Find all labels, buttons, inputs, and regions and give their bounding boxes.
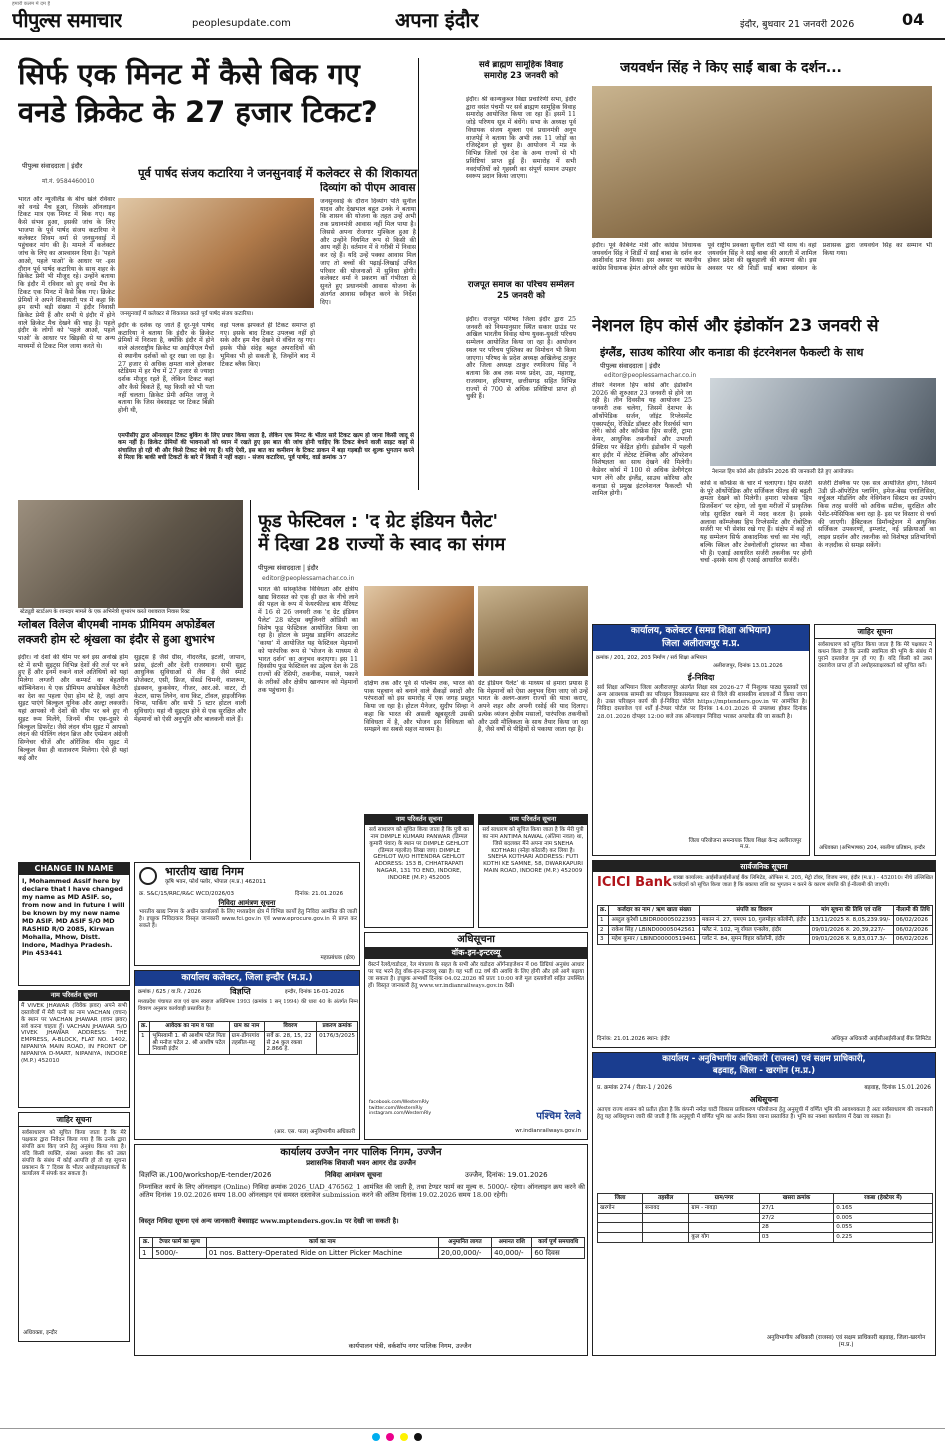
notice-text: मैं VIVEK JHAWAR (विवेक झवर) अपने सभी दस्तावेजों में मेरी पत्नी का नाम VACHAN (वचन) के स्थान पर VACHAN JHAWAR (वचन झवर) सर्व करना चाहता हूँ। VACHAN JHAWAR S/O VIVEK JHAWAR ADDRESS: THE EMPRESS, A-BLOCK, FLAT NO. 1402, NIPANIYA MAIN ROAD, IN FRONT OF NIPANIYA D-MART, NIPANIYA, INDORE (M.P.) 452010 xyxy=(21,1002,127,1064)
collector-ref: क्रमांक / 625 / वा.रि. / 2026 xyxy=(138,989,201,995)
table-cell: सनावद xyxy=(642,1203,688,1213)
tender-sign: कार्यपालन यंत्री, वर्कशॉप नगर पालिक निगम, उज्जैन xyxy=(348,1342,472,1351)
table-cell: महेश कुमार / LBIND00000519461 xyxy=(609,935,700,945)
page-header xyxy=(0,0,945,40)
story6-headline-line2: लक्जरी होम स्टे श्रृंखला का इंदौर से हुआ शुभारंभ xyxy=(18,632,215,646)
table-cell: 03 xyxy=(759,1233,834,1243)
story5-byline: पीपुल्स संवाददाता | इंदौर xyxy=(600,362,661,370)
table-cell: 0.225 xyxy=(834,1233,933,1243)
notice-subtitle: बड़वाह, जिला - खरगोन (म.प्र.) xyxy=(593,1065,935,1077)
column-header: तहसील xyxy=(642,1194,688,1204)
notice-sign: अनुविभागीय अधिकारी (राजस्व) एवं सक्षम प्राधिकारी बड़वाह, जिला-खरगोन (म.प्र.) xyxy=(766,1334,926,1348)
fci-text: भारतीय खाद्य निगम के अधीन कार्यालयों के लिए मध्यप्रदेश क्षेत्र में विभिन्न कार्यों हेतु निविदा आमंत्रित की जाती है। इच्छुक निविदाकार विस्तृत जानकारी www.fci.gov.in एवं www.eprocure.gov.in से प्राप्त कर सकते हैं। xyxy=(139,909,357,929)
land-acquisition-notice xyxy=(592,1052,936,1356)
table-cell: ग्राम-डोंगरगांव तहसील-महू xyxy=(229,1031,264,1054)
table-cell: 0.055 xyxy=(834,1223,933,1233)
table-cell: सर्वे क्र. 28, 15, 22 से 24 कुल रकबा 2.866 हे. xyxy=(264,1031,317,1054)
column-header: नीलामी की तिथि xyxy=(893,906,932,916)
name-change-notice-3 xyxy=(478,814,588,928)
table-cell: 0176/3/2025 xyxy=(317,1031,358,1054)
story6-headline-line1: ग्लोबल विलेज बीएमबी नामक प्रीमियम अफोर्डेबल xyxy=(18,618,215,631)
tender-head: निविदा आमंत्रण सूचना xyxy=(325,1171,382,1179)
story5-col2: कोर्स व कॉन्फ्रेंस के चार में चलाएगा। हिप सर्जरी के पूरे ऑर्थोपेडिक और सर्जिकल फील्ड की बढ़ती क्षमता देखने को मिलेगी। हमारा फोकस 'हिप प्रिजर्वेशन' पर रहेगा, जो युवा मरीजों में प्राकृतिक जोड़ सुरक्षित रखने में मदद करता है। इसके अलावा कॉम्प्लेक्स हिप रिप्लेसमेंट और रोबोटिक सर्जरी पर भी सेशंस रखे गए हैं। संक्षेप में कहें तो यह सम्मेलन सिर्फ अकादमिक चर्चा का मंच नहीं, बल्कि स्किल और टेक्नोलॉजी ट्रांसफर का मौका भी है। एआई आधारित सर्जरी तकनीक पर होगी चर्चा -इसके साथ ही एआई आधारित सर्जरी। xyxy=(700,480,812,565)
story1-pull-quote: एमपीसीए द्वारा ऑनलाइन टिकट बुकिंग के लिए प्रचार किया जाता है, लेकिन एक मिनट के भीतर सारे टिकट खत्म हो जाना किसी जादू से कम नहीं है। क्रिकेट प्रेमियों की भावनाओं को ध्यान में रखते हुए इस बात की जांच होनी चाहिए कि टिकट बेचने वाली साइट कहां से संचालित हो रही थी और किसे टिकट बेचे गए हैं। यदि ऐसी, इस बात का कमीशन के टिकट डाकन में बड़ा गड़बड़ी घर शुल्क भुगतान करने से मिला कि बाकी बची टिकटों के बारे में किसी ने नहीं कहा। - संजय कटारिया, पूर्व पार्षद, वार्ड क्रमांक 37 xyxy=(118,432,414,461)
public-notice-right xyxy=(814,624,936,856)
table-header-row xyxy=(598,1194,933,1204)
fci-address: कृषि भवन, फोर्थ फ्लोर, भोपाल (म.प्र.) 462011 xyxy=(165,879,267,885)
story1-mobile: मो.नं. 9584460010 xyxy=(42,178,95,185)
fci-notice xyxy=(134,862,360,966)
land-table xyxy=(597,1193,933,1243)
story1-kicker: पूर्व पार्षद संजय कटारिया ने जनसुनवाई में कलेक्टर से की शिकायत xyxy=(138,166,418,180)
table-header-row xyxy=(598,906,933,916)
story3-headline: राजपूत समाज का परिचय सम्मेलन 25 जनवरी को xyxy=(467,280,575,301)
table-cell: 06/02/2026 xyxy=(893,915,932,925)
story5-photo xyxy=(710,378,936,466)
story7-col1: भारत की सांस्कृतिक विविधता और क्षेत्रीय खाद्य विरासत को एक ही छत के नीचे लाने की पहल के रूप में फेयरफील्ड बाय मैरियट में 16 से 26 जनवरी तक 'द ग्रेट इंडियन पैलेट' 28 स्टेट्स क्यूलिनरी ओडिसी का विशेष फूड फेस्टिवल आयोजित किया जा रहा है। होटल के प्रमुख डाइनिंग आउटलेट 'काया' में आयोजित यह फेस्टिवल मेहमानों को पारंपरिक रूप से 'भोजन के माध्यम से भारत दर्शन' का अनुभव कराएगा। इस 11 दिवसीय फूड फेस्टिवल का उद्देश्य देश के 28 राज्यों की रेसिपी, तकनीक, मसाले, पकाने के तरीकों और क्षेत्रीय खानपान को मेहमानों तक पहुंचाना है। xyxy=(258,586,358,694)
table-cell: 09/01/2026 रु. 9,83,017.3/- xyxy=(809,935,893,945)
column-header: रकबा (हेक्टेयर में) xyxy=(834,1194,933,1204)
byline-name: पीपुल्स संवाददाता xyxy=(22,162,65,170)
notice-text: I, Mohammed Assif here by declare that I have changed my name as MD ASIF. so, from now and in future I will be known by my new name MD ASIF. MD ASIF S/O MD RASHID R/O 2085, Kirwan Mohalla, Mhow, Distt. Indore, Madhya Pradesh. Pin 453441 xyxy=(22,876,125,957)
notice-text: सर्व साधारण को सूचित किया जाता है कि मेरी पुत्री का नाम ANTIMA NAWAL (अंतिमा नवल) था, जिसे बदलकर मैंने अपना नाम SNEHA KOTHARI (स्नेहा कोठारी) कर लिया है। SNEHA KOTHARI ADDRESS: FUTI KOTHI KE SAMNE, 58, DWARKAPURI MAIN ROAD, INDORE (M.P.) 452009 xyxy=(482,826,584,875)
column-header: संपत्ति का विवरण xyxy=(700,906,810,916)
story2-headline: सर्व ब्राह्मण सामूहिक विवाह समारोह 23 जनवरी को xyxy=(478,60,563,81)
table-row xyxy=(598,935,933,945)
railway-notice xyxy=(364,932,588,1140)
registration-marks xyxy=(370,1433,424,1444)
table-cell: 1 xyxy=(598,915,609,925)
table-cell: 20,00,000/- xyxy=(438,1247,491,1259)
notice-title: नाम परिवर्तन सूचना xyxy=(365,815,473,825)
story1-byline: पीपुल्स संवाददाता | इंदौर xyxy=(22,162,83,170)
story6-photo xyxy=(18,500,243,608)
column-header: प्रकरण क्रमांक xyxy=(317,1022,358,1032)
website-link[interactable]: peoplesupdate.com xyxy=(192,18,291,29)
story5-photo-caption: नेशनल हिप कोर्स और इंडोकॉन 2026 की जानकारी देते हुए आयोजक। xyxy=(710,468,936,477)
story1-col2: इंदौर के दर्शक रह जाते हैं दूर-पूर्व पार्षद कटारिया ने बताया कि इंदौर के क्रिकेट प्रेमियों में निराशा है, क्योंकि इंदौर में होने वाले अंतरराष्ट्रीय क्रिकेट या आईपीएल मैचों से स्थानीय दर्शकों को दूर रखा जा रहा है। 27 हजार से अधिक क्षमता वाले होलकर स्टेडियम में हर मैच में 27 हजार से ज्यादा दर्शक मौजूद रहते हैं, लेकिन टिकट कहां और कैसे बिकते हैं, यह किसी को भी पता नहीं चलता। क्रिकेट प्रेमी अमित जाजू ने बताया कि जिस वेबसाइट पर टिकट बिक्री होनी थी, xyxy=(118,322,214,415)
story2-text: इंदौर। श्री कान्यकुब्ज विद्या प्रचारिणी सभा, इंदौर द्वारा वसंत पंचमी पर सर्व ब्राह्मण सामूहिक विवाह समारोह आयोजित किया जा रहा है। इसमें 11 जोड़े परिणय सूत्र में बंधेंगे। सभा के अध्यक्ष पूर्व विधायक संजय शुक्ला एवं प्रधानमंत्री अनूप वाजपेई ने बताया कि अभी तक 11 जोड़ों का रजिस्ट्रेशन हो चुका है। आयोजन में मप्र के विभिन्न जिलों एवं देश के अन्य राज्यों से भी प्रविष्टियां प्राप्त हुई हैं। समारोह में सभी नवदंपतियों को गृहस्थी का संपूर्ण सामान उपहार स्वरूप प्रदान किया जाएगा। xyxy=(466,96,576,181)
notice-title: जाहिर सूचना xyxy=(19,1113,129,1127)
table-header-row xyxy=(139,1022,358,1032)
notice-ref: प्र. क्रमांक 274 / रीडर-1 / 2026 xyxy=(597,1085,672,1091)
icici-table xyxy=(597,905,933,945)
icici-bank-notice xyxy=(592,860,936,1048)
column-divider xyxy=(250,500,251,860)
notice-date: बड़वाह, दिनांक 15.01.2026 xyxy=(864,1085,931,1091)
table-cell: 0.165 xyxy=(834,1203,933,1213)
railway-text: वेस्टर्न रेलवे/वडोदरा, रेल मंत्रालय के सहत के सभी और वडोदरा ऑर्गनाइजेशन में 06 डिग्रियां अनुबंध आधार पर पद भरने हेतु वॉक-इन-इन्टरव्यू रखा है। यह भर्ती 02 वर्ष की अवधि के लिए होगी और इसे आगे बढ़ाया जा सकता है। इच्छुक अभ्यर्थी दिनांक 04.02.2026 को प्रातः 10:00 बजे मूल दस्तावेजों सहित उपस्थित हों। विस्तृत जानकारी हेतु www.wr.indianrailways.gov.in देखें। xyxy=(368,961,584,989)
table-cell xyxy=(689,1213,759,1223)
story7-headline-line1: फूड फेस्टिवल : 'द ग्रेट इंडियन पैलेट' xyxy=(258,511,498,532)
table-cell: कुल योग xyxy=(689,1233,759,1243)
story1-col3: वहां पलक झपकते ही टिकट समाप्त हो गए। इसके बाद टिकट उपलब्ध नहीं हो सके और हम मैच देखने से वंचित रह गए। इसके पीछे संदेह बहुत अपरादियों की भूमिका भी हो सकती है, जिन्होंने बाद में टिकट ब्लैक किए। xyxy=(220,322,315,368)
story7-photo2 xyxy=(478,586,588,676)
column-header: आवेदक का नाम व पता xyxy=(150,1022,229,1032)
notice-ref: क्रमांक / 201, 202, 203 निर्माण / सर्व शिक्षा अभियान xyxy=(596,655,707,661)
railway-social-links[interactable]: facebook.com/WesternRly twitter.com/WesternRly instagram.com/WesternRly xyxy=(369,1100,432,1117)
column-header: कर्जदार का नाम / ऋण खाता संख्या xyxy=(609,906,700,916)
page-number: 04 xyxy=(902,10,925,29)
tender-notice xyxy=(134,1144,588,1356)
railway-footer: पश्चिम रेलवे xyxy=(536,1110,581,1122)
notice-head: अधिसूचना xyxy=(749,1095,779,1104)
tender-note: विस्तृत निविदा सूचना एवं अन्य जानकारी वेबसाइट www.mptenders.gov.in पर देखी जा सकती है। xyxy=(139,1217,399,1225)
name-change-notice-1 xyxy=(18,990,130,1108)
section-title: अपना इंदौर xyxy=(395,8,479,32)
table-cell: 27/1 xyxy=(759,1203,834,1213)
story5-headline: नेशनल हिप कोर्स और इंडोकॉन 23 जनवरी से xyxy=(592,316,879,336)
notice-text: अतएव राज्य शासन को प्रतीत होता है कि कंपनी नर्मदा घाटी विकास प्राधिकरण परियोजना हेतु अनुसूची में वर्णित भूमि की आवश्यकता है अतः सर्वसाधारण की जानकारी हेतु यह अधिसूचना जारी की जाती है कि अनुसूची में वर्णित भूमि का अर्जन किया जाना प्रस्तावित है। भूमि का नक्शा कार्यालय में देखा जा सकता है। xyxy=(597,1107,933,1120)
collector-head: विज्ञप्ति xyxy=(230,987,251,996)
table-header-row xyxy=(140,1238,585,1248)
table-cell: 5000/- xyxy=(153,1247,206,1259)
story1-headline-line1: सिर्फ एक मिनट में कैसे बिक गए xyxy=(18,57,360,91)
notice-subtitle: जिला अलीराजपुर म.प्र. xyxy=(593,638,809,651)
column-header: अनुमानित लागत xyxy=(438,1238,491,1248)
table-cell: प्लॉट नं. 84, सुमन विहार कॉलोनी, इंदौर xyxy=(700,935,810,945)
story6-col2: सुइट्स हैं जैसे ग्रीस, नीदरलैंड, इटली, जापान, फ्रांस, इंटली और देशी राजस्थान। सभी सुइट आधुनिक सुविधाओं से लैस हैं जैसे स्मार्ट प्रोजेक्टर, एसी, फ्रिज, सेंसर्ड चिमनी, वाशरूम, इंडक्शन, कुकवेयर, गीजर, आर.ओ. वाटर, टी केटल, साफ लिनेन, वाथ किट, टॉवल, हाइजीनिक चिप्स, पार्किंग और सभी 5 स्टार होटल वाली सुविधाएं। यहां नौ सुइट्स होने से एक सुरक्षित और मेहमानों को ऐसी अनुभूति और बालकनी वाले हैं। xyxy=(134,654,246,723)
story1-headline xyxy=(18,56,458,131)
table-cell xyxy=(642,1213,688,1223)
notice-title: कार्यालय, कलेक्टर (समग्र शिक्षा अभियान) xyxy=(593,625,809,638)
education-tender-notice xyxy=(592,624,810,856)
table-row xyxy=(598,925,933,935)
column-header: क्र. xyxy=(140,1238,153,1248)
fci-notice-head: निविदा आमंत्रण सूचना xyxy=(218,899,276,907)
public-notice-left xyxy=(18,1112,130,1342)
story5-subhead: इंग्लैंड, साउथ कोरिया और कनाडा की इंटरनेशनल फैकल्टी के साथ xyxy=(600,346,864,359)
icici-footer: दिनांक: 21.01.2026 स्थान: इंदौर xyxy=(597,1036,670,1043)
notice-date: अलीराजपुर, दिनांक 13.01.2026 xyxy=(713,663,783,669)
story1-photo xyxy=(118,198,314,308)
table-row xyxy=(598,1203,933,1213)
column-header: ग्राम का नाम xyxy=(229,1022,264,1032)
column-header: कार्य पूर्ण समयावधि xyxy=(532,1238,585,1248)
notice-title: जाहिर सूचना xyxy=(815,625,935,639)
table-cell: फ्लैट नं. 102, न्यू रॉयल एन्क्लेव, इंदौर xyxy=(700,925,810,935)
table-cell: अब्दुल कुरेशी LBIDR00005022393 xyxy=(609,915,700,925)
tender-text: निम्नांकित कार्य के लिए ऑनलाइन (Online) निविदा क्रमांक 2026_UAD_476562_1 आमंत्रित की जाती है, तथा टेण्डर फार्म का मूल्य रु. 5000/- रहेगा। ऑनलाइन क्रय करने की अंतिम दिनांक 19.02.2026 समय 18.00 ऑनलाइन एवं समस्त दस्तावेज submission करने की अंतिम दिनांक 19.02.2026 समय 18.00 रहेगी। xyxy=(139,1183,585,1200)
tender-title: कार्यालय उज्जैन नगर पालिक निगम, उज्जैन xyxy=(280,1147,442,1158)
table-row xyxy=(598,915,933,925)
notice-title: कार्यालय - अनुविभागीय अधिकारी (राजस्व) एवं सक्षम प्राधिकारी, xyxy=(593,1053,935,1065)
fci-date: दिनांक: 21.01.2026 xyxy=(295,891,344,897)
print-footer xyxy=(0,1428,945,1445)
railway-subtitle: वॉक-इन-इन्टरव्यू xyxy=(365,947,587,959)
tender-ref: विज्ञप्ति क्र./100/workshop/E-tender/2026 xyxy=(139,1171,272,1179)
table-cell xyxy=(598,1213,643,1223)
notice-title: नाम परिवर्तन सूचना xyxy=(479,815,587,825)
table-cell xyxy=(642,1233,688,1243)
column-header: मांग सूचना की तिथि एवं राशि xyxy=(809,906,893,916)
story4-headline: जयवर्धन सिंह ने किए साईं बाबा के दर्शन... xyxy=(620,60,842,76)
table-row xyxy=(598,1213,933,1223)
table-row xyxy=(598,1223,933,1233)
table-cell xyxy=(598,1233,643,1243)
column-header: क्र. xyxy=(598,906,609,916)
fci-title: भारतीय खाद्य निगम xyxy=(165,865,244,878)
byline-name: पीपुल्स संवाददाता xyxy=(258,564,301,572)
railway-website[interactable]: wr.indianrailways.gov.in xyxy=(515,1128,581,1135)
notice-banner: सार्वजनिक सूचना xyxy=(593,861,935,872)
notice-sign: अधिवक्ता (अभिभाषक) 204, सालीगा प्रतिष्ठान, इन्दौर xyxy=(819,844,925,851)
table-cell: राकेश सिंह / LBIND00005042561 xyxy=(609,925,700,935)
notice-text: सर्व शिक्षा अभियान जिला अलीराजपुर अंतर्गत शिक्षा सत्र 2026-27 में निशुल्क पाठ्य पुस्तकों एवं अन्य आवश्यक सामग्री का परिवहन विकासखण्ड स्तर से जिले की शासकीय शालाओं में किया जाना है। उक्त परिवहन कार्य की ई-निविदा पोर्टल https://mptenders.gov.in पर आमंत्रित है। निविदा दस्तावेज एवं शर्तें ई-टेण्डर पोर्टल पर दिनांक 14.01.2026 से उपलब्ध होकर दिनांक 28.01.2026 दोपहर 12:00 बजे तक ऑनलाइन निविदा भरकर अपलोड की जा सकती है। xyxy=(597,685,807,720)
cyan-mark-icon xyxy=(372,1433,380,1441)
table-cell: 27/2 xyxy=(759,1213,834,1223)
story4-photo xyxy=(592,86,932,238)
collector-sign: (आर. एस. पाल) अनुविभागीय अधिकारी xyxy=(274,1129,355,1136)
table-cell: 13/11/2025 रु. 8,05,239.99/- xyxy=(809,915,893,925)
collector-title: कार्यालय कलेक्टर, जिला इन्दौर (म.प्र.) xyxy=(135,971,359,986)
fci-sign: महाप्रबंधक (क्षेत्र) xyxy=(320,955,355,962)
magenta-mark-icon xyxy=(386,1433,394,1441)
fci-logo-icon xyxy=(139,867,157,885)
column-divider xyxy=(418,58,419,490)
icici-logo: ICICI Bank xyxy=(597,875,672,890)
masthead: पीपुल्स समाचार xyxy=(12,8,122,32)
notice-sign: जिला परियोजना समन्वयक जिला शिक्षा केन्द्र अलीराजपुर म.प्र. xyxy=(688,837,802,851)
table-cell: ग्राम - नावड़ा xyxy=(689,1203,759,1213)
table-cell: 2 xyxy=(598,925,609,935)
byline-place: इंदौर xyxy=(71,162,83,170)
story4-caption: इंदौर। पूर्व कैबिनेट मंत्री और कांग्रेस विधायक जयवर्धन सिंह ने शिर्डी में साईं बाबा के दर्शन कर आशीर्वाद प्राप्त किया। इस अवसर पर स्थानीय कांग्रेस विधायक हेमंत ओगले और युवा कांग्रेस के पूर्व राष्ट्रीय प्रवक्ता सुनील राठी भी साथ थे। वहां जयवर्धन सिंह ने साईं बाबा की आरती में शामिल होकर प्रदेश की खुशहाली की कामना की। इस अवसर पर श्री शिर्डी साईं बाबा संस्थान के प्रशासक द्वारा जयवर्धन सिंह का सम्मान भी किया गया। xyxy=(592,242,932,273)
notice-text: सर्वसाधारण को सूचित किया जाता है कि मेरे पक्षकार ने कथन किया है कि उनकी स्वामित्व की भूमि के संबंध में पुराने दस्तावेज गुम हो गए हैं। यदि किसी को उक्त दस्तावेज प्राप्त हों तो अधोहस्ताक्षरकर्ता को सूचित करें। xyxy=(818,642,932,669)
column-header: खसरा क्रमांक xyxy=(759,1194,834,1204)
table-cell: 60 दिवस xyxy=(532,1247,585,1259)
story1-headline-line2: वनडे क्रिकेट के 27 हजार टिकट? xyxy=(18,94,378,129)
notice-head: ई-निविदा xyxy=(687,673,715,682)
story7-photo1 xyxy=(364,586,474,676)
icici-sign: अधिकृत अधिकारी आईसीआईसीआई बैंक लिमिटेड xyxy=(831,1036,931,1043)
table-cell: 28 xyxy=(759,1223,834,1233)
collector-table xyxy=(138,1021,358,1055)
story7-byline: पीपुल्स संवाददाता | इंदौर xyxy=(258,564,319,572)
table-cell: 3 xyxy=(598,935,609,945)
collector-date: इन्दौर, दिनांक 16-01-2026 xyxy=(285,989,344,995)
story1-photo-caption: जनसुनवाई में कलेक्टर से शिकायत करते पूर्व पार्षद संजय कटारिया। xyxy=(118,310,314,319)
column-header: कार्य का नाम xyxy=(206,1238,438,1248)
table-cell: 09/01/2026 रु. 20,39,227/- xyxy=(809,925,893,935)
tender-date: उज्जैन, दिनांक: 19.01.2026 xyxy=(465,1171,548,1179)
story6-col1: इंदौर। नो देशों की थीम पर बने इस अनोखे होम स्टे में सभी सुइट्स विभिन्न देशों की तर्ज पर बने हुए हैं और इनमें रुकने वाले अतिथियों को यहां मिलेगा लग्जरी और कम्फर्ट का बेहतरीन कॉम्बिनेशन। ये एक प्रीमियम अफोर्डेबल कैटेगरी का देश का पहला ऐसा होम स्टे है, जहां आप सुइट पाएंगे बिल्कुल यूनिक और अल्ट्रा लक्जरी। यहां आपको नौ देशों की थीम पर बने हुए नौ सुइट रूम मिलेंगे, जिनमें थीम एक-दूसरे से बिल्कुल डिफरेंट। जैसे लंदन थीम सुइट में आपको लंदन की फीलिंग लंदन ब्रिज और एम्प्रेशन अंग्रेजी सिग्नेचर चीजें और ऑरेंजिक थीम सुइट में बिल्कुल वैसा ही वातावरण मिलेगा। ऐसे ही यहां कई और xyxy=(18,654,128,762)
table-cell: 0.005 xyxy=(834,1213,933,1223)
tender-subtitle: प्रशासनिक शिवाजी भवन आगर रोड उज्जैन xyxy=(306,1159,416,1168)
name-change-notice-2 xyxy=(364,814,474,928)
table-cell: 01 nos. Battery-Operated Ride on Litter Picker Machine xyxy=(206,1247,438,1259)
column-header: क्र. xyxy=(139,1022,150,1032)
column-header: टेण्डर फार्म का मूल्य xyxy=(153,1238,206,1248)
collector-notice xyxy=(134,970,360,1140)
notice-sign: अधिवक्ता, इन्दौर xyxy=(23,1330,58,1337)
story1-col1: भारत और न्यूजीलैंड के बीच खेले रविवार को वनडे मैच हुआ, जिसके ऑनलाइन टिकट मात्र एक मिनट में बिक गए। यह कैसे संभव हुआ, इसकी जांच के लिए भाजपा के पूर्व पार्षद संजय कटारिया ने कलेक्टर शिवम वर्मा से जनसुनवाई में पहुंचकर मांग की है। मामले में कलेक्टर जांच के लिए का आश्वासन दिया है। 'पहले आओ, पहले पाओ' के आधार पर -इस दौरान पूर्व पार्षद कटारिया के साथ शहर के क्रिकेट प्रेमी भी मौजूद रहे। उन्होंने बताया कि इंदौर में रविवार को हुए वनडे मैच के टिकट एक मिनट में कैसे बिक गए। क्रिकेट प्रेमियों ने अपने शिकायती पत्र में कहा कि हम सभी बड़ी संख्या में इंदौर निवासी क्रिकेट प्रेमी हैं और सभी ये इंदौर में होने वाले क्रिकेट मैच देखने की चाह है। पहले इंदौर के लोगों को 'पहले आओ, पहले पाओ' के आधार पर खिड़की से या अन्य माध्यमों से टिकट मिल जाया करते थे। xyxy=(18,196,115,350)
story1-side-text: जनसुनवाई के दौरान दिव्यांग पति सुनील यादव और देखभाल बहुत उनके ने बताया कि शासन की योजना के तहत उन्हें अभी तक प्रधानमंत्री आवास नहीं मिल पाया है। जिससे अपना रोजगार मुश्किल हुआ है और उन्होंने नियमित रूप से किसी की आय नहीं है। वर्तमान में वे गरीबी में निवास कर रहे हैं। यदि उन्हें पक्का आवास मिल जाए तो बच्चों की पढ़ाई-लिखाई उचित परिवार की योजनाओं में सुविधा होगी। कलेक्टर वर्मा ने प्रकरण को गंभीरता से सुनते हुए प्रधानमंत्री आवास योजना के अंतर्गत आवास स्वीकृत करने के निर्देश दिए। xyxy=(320,198,416,306)
notice-text: सर्वसाधारण को सूचित किया जाता है कि मेरे पक्षकार द्वारा निवेदन किया गया है कि उनके द्वारा संपत्ति क्रय किए जाने हेतु अनुबंध किया गया है। यदि किसी व्यक्ति, संस्था अथवा बैंक को उक्त संपत्ति के संबंध में कोई आपत्ति हो तो वह सूचना प्रकाशन के 7 दिवस के भीतर अधोहस्ताक्षरकर्ता के कार्यालय में संपर्क कर सकता है। xyxy=(22,1130,126,1178)
table-row xyxy=(598,1233,933,1243)
story7-headline xyxy=(258,510,588,557)
byline-name: पीपुल्स संवाददाता xyxy=(600,362,643,370)
table-cell xyxy=(598,1223,643,1233)
table-row xyxy=(139,1031,358,1054)
icici-text: शाखा कार्यालय: आईसीआईसीआई बैंक लिमिटेड, ऑफिस नं. 205, मेट्रो टॉवर, विजय नगर, इंदौर (म.प्र.) - 452010। नीचे उल्लिखित कर्जदारों को सूचित किया जाता है कि बकाया राशि का भुगतान न करने के कारण संपत्ति की ई-नीलामी की जाएगी। xyxy=(673,875,933,888)
story1-side-head: दिव्यांग को पीएम आवास xyxy=(320,182,416,194)
story7-col3: ग्रेट इंडियन पैलेट' के माध्यम से हमारा प्रयास है कि मेहमानों को ऐसा अनुभव दिया जाए जो उन्हें भारत के अलग-अलग राज्यों की यात्रा कराए, अपने शहर और अपनी रसोई की याद दिलाए। प्रत्येक व्यंजन क्षेत्रीय मसालों, पारंपरिक तकनीकों और उसी मौलिकता के साथ तैयार किया जा रहा है, जैसे वर्षों से पीढ़ियों से पकाया जाता रहा है। xyxy=(478,680,588,734)
change-in-name-notice xyxy=(18,862,130,986)
notice-title: नाम परिवर्तन सूचना xyxy=(19,991,129,1001)
yellow-mark-icon xyxy=(400,1433,408,1441)
column-header: ग्राम/नगर xyxy=(689,1194,759,1204)
column-header: विवरण xyxy=(264,1022,317,1032)
table-cell: भूमिस्वामी 1. श्री आशीष पटेल पिता श्री मनोज पटेल 2. श्री आशीष पटेल निवासी इंदौर xyxy=(150,1031,229,1054)
story7-col2: दक्षिण तक और पूर्व से पश्चिम तक, भारत की पाक पहचान को बनाने वाले सैकड़ों स्वादों और परंपराओं को इस समारोह में एक जगह प्रस्तुत किया जा रहा है। होटल मैनेजर, सुदीप सिन्हा ने कहा कि भारत की असली खूबसूरती उसकी विविधता में है, और भोजन इस विविधता को समझने का सबसे सहज माध्यम है। xyxy=(364,680,474,734)
story5-email[interactable]: editor@peoplessamachar.co.in xyxy=(604,372,697,379)
column-header: जिला xyxy=(598,1194,643,1204)
table-cell: मकान नं. 27, एमएम 10, गुलमोहर कॉलोनी, इंदौर xyxy=(700,915,810,925)
byline-place: इंदौर xyxy=(307,564,319,572)
table-cell xyxy=(642,1223,688,1233)
notice-text: सर्व साधारण को सूचित किया जाता है कि पुत्री का नाम DIMPLE KUMARI PANWAR (डिम्पल कुमारी पंवार) के स्थान पर DIMPLE GEHLOT (डिम्पल गहलोत) लिखा जाए। DIMPLE GEHLOT W/O HITENDRA GEHLOT ADDRESS: 153 B, CHHATRAPATI NAGAR, 131 TO END, INDORE, INDORE (M.P.) 452005 xyxy=(369,826,469,882)
railway-title: अधिसूचना xyxy=(457,934,495,945)
black-mark-icon xyxy=(414,1433,422,1441)
table-cell: खरगोन xyxy=(598,1203,643,1213)
fci-ref: क्र. S&C/15/RRC/R&C WCD/2026/03 xyxy=(139,891,235,897)
byline-place: इंदौर xyxy=(649,362,661,370)
story6-photo-caption: स्टेट्यूडी स्टार्टअप के शानदार मामले के एक अभिनेत्री शुभारंभ करते यशवराज निवास रिक्ट xyxy=(18,608,243,616)
table-cell: 06/02/2026 xyxy=(893,925,932,935)
story7-headline-line2: में दिखा 28 राज्यों के स्वाद का संगम xyxy=(258,534,506,556)
story7-email[interactable]: editor@peoplessamachar.co.in xyxy=(262,575,355,582)
story6-headline xyxy=(18,618,248,648)
story5-col1: तीसरे नेशनल हिप कोर्स और इंडोकॉन 2026 की शुरुआत 23 जनवरी से होने जा रही है। तीन दिवसीय यह आयोजन 25 जनवरी तक चलेगा, जिसमें देशभर के ऑर्थोपेडिक सर्जन, जॉइंट रिप्लेसमेंट एक्सपर्ट्स, रेजिडेंट डॉक्टर और रिसर्चर्स भाग लेंगे। कोर्स और कॉन्फ्रेंस हिप सर्जरी, ट्रामा केयर, आधुनिक तकनीकों और उभरती प्रैक्टिस पर केंद्रित होगी। इंडोकॉन में पहली बार इंदौर में लेटेस्ट टेक्निक और ऑपरेशन विशेषज्ञता का साथ देखने की मिलेगी। कैडेवर कोर्स में 100 से अधिक डेलीगेट्स भाग लेंगे और इंग्लैंड, साउथ कोरिया और कनाडा से प्रमुख इंटरनेशनल फैकल्टी भी शामिल होगी। xyxy=(592,382,692,498)
table-cell: 40,000/- xyxy=(492,1247,532,1259)
table-cell xyxy=(689,1223,759,1233)
table-cell: 1 xyxy=(140,1247,153,1259)
notice-title: CHANGE IN NAME xyxy=(19,863,129,875)
tender-table xyxy=(139,1237,585,1259)
story5-col3: सर्जरी टेक्निक पर एक सत्र आयोजित होगा, जिसमें 3डी प्री-ऑपरेटिव प्लानिंग, इमेज-बेस्ड एनालिसिस, वर्चुअल मॉडलिंग और नेविगेशन सिस्टम का उपयोग किस तरह सर्जरी को अधिक सटीक, सुरक्षित और पेशेंट-स्पेसिफिक बना रहा है- इस पर विस्तार से चर्चा की जाएगी। हैबिटकल डिमॉन्स्ट्रेशन में आधुनिक सर्जिकल उपकरणों, इम्प्लांट, नई प्रक्रियाओं का लाइव प्रदर्शन और तकनीक को विशेषज्ञ प्रतिभागियों के नज़दीक से समझ सकेंगे। xyxy=(818,480,936,549)
table-row xyxy=(140,1247,585,1259)
dateline: इंदौर, बुधवार 21 जनवरी 2026 xyxy=(740,19,855,30)
story3-text: इंदौर। राजपूत परिषद जिला इंदौर द्वारा 25 जनवरी को नियमानुसार स्थित सकार ग्राउंड पर अखिल भारतीय विवाह योग्य युवक-युवती परिचय सम्मेलन आयोजित किया जा रहा है। आयोजन स्थल पर परिचय पुस्तिका का विमोचन भी किया जाएगा। परिषद के प्रदेश अध्यक्ष अखिलेन्द्र ठाकुर और जिला अध्यक्ष ठाकुर रणविजय सिंह ने बताया कि अब तक मध्य प्रदेश, उप्र, महाराष्ट्र, राजस्थान, हरियाणा, छत्तीसगढ़ सहित विभिन्न राज्यों से 700 से अधिक प्रविष्टियां प्राप्त हो चुकी हैं। xyxy=(466,316,576,401)
tagline: हमारी कलम में दम है xyxy=(12,1,51,7)
table-cell: 06/02/2026 xyxy=(893,935,932,945)
table-cell: 1 xyxy=(139,1031,150,1054)
column-header: अमानत राशि xyxy=(492,1238,532,1248)
collector-intro: मध्यप्रदेश पंचायत राज एवं ग्राम स्वराज अधिनियम 1993 (क्रमांक 1 सन् 1994) की धारा 40 के अंतर्गत निम्न विवरण अनुसार कार्यवाही प्रस्तावित है। xyxy=(138,999,358,1012)
